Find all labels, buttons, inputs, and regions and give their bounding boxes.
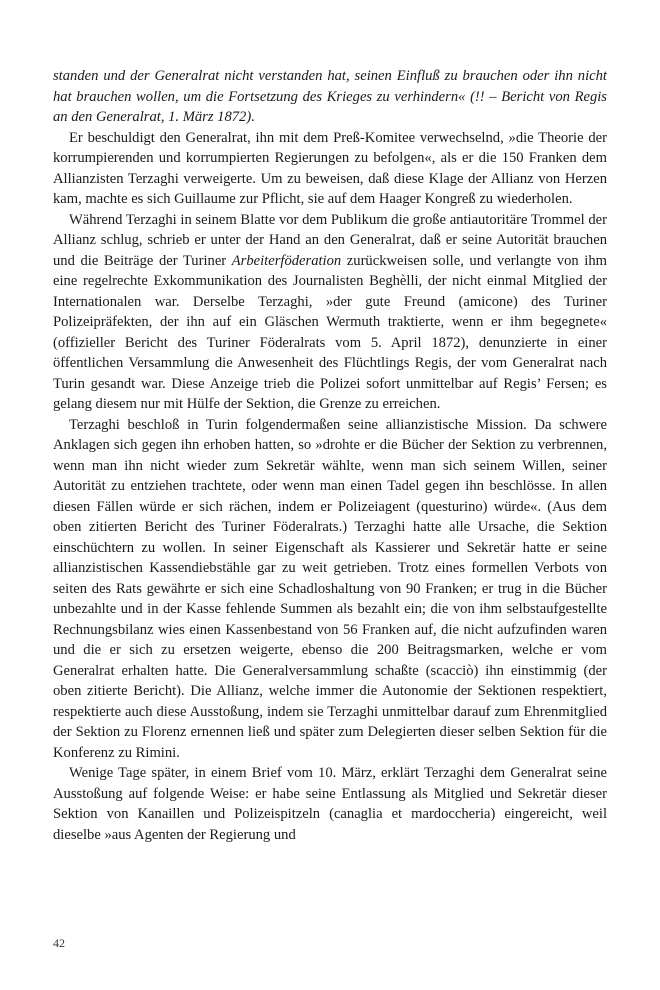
paragraph [53,210,607,415]
paragraph [53,415,607,764]
paragraph-text: standen und der Generalrat nicht verstanden hat, seinen Einfluß zu brauchen oder ihn nicht hat brauchen wollen, um die Fortsetzung des Krieges zu verhindern« (!! – Bericht von Regis an den Generalrat, 1. März 1872). [53,68,607,125]
page-number: 42 [53,936,65,950]
emphasized-term: Arbeiterföderation [231,252,342,269]
paragraph-text: Wenige Tage später, in einem Brief vom 10. März, erklärt Terzaghi dem Generalrat seine Ausstoßung auf folgende Weise: er habe seine Entlassung als Mitglied und Sekretär dieser Sektion von Kanaillen und Polizeispitzeln (canaglia et mardoccheria) eingereicht, weil dieselbe »aus Agenten der Regierung und [53,765,607,843]
paragraph [53,128,607,210]
paragraph-text: zurückweisen solle, und verlangte von ihm eine regelrechte Exkommunikation des Journalisten Beghèlli, der nicht einmal Mitglied der Internationalen war. Derselbe Terzaghi, »der gute Freund (amicone) des Turiner Polizeipräfekten, der ihn auf ein Gläschen Wermuth traktierte, wenn er ihm begegnete« (offizieller Bericht des Turiner Föderalrats vom 5. April 1872), denunzierte in einer öffentlichen Versammlung die Anwesenheit des Flüchtlings Regis, der vom Generalrat nach Turin gesandt war. Diese Anzeige trieb die Polizei sofort unmittelbar auf Regis’ Fersen; es gelang diesem nur mit Hülfe der Sektion, die Grenze zu erreichen. [53,252,607,412]
document-page [53,66,607,845]
paragraph [53,763,607,845]
paragraph-text: Er beschuldigt den Generalrat, ihn mit dem Preß-Komitee verwechselnd, »die Theorie der korrumpierenden und korrumpierten Regierungen zu befolgen«, als er die 150 Franken dem Allianzisten Terzaghi verweigerte. Um zu beweisen, daß diese Klage der Allianz von Herzen kam, machte es sich Guillaume zur Pflicht, sie auf dem Haager Kongreß zu wiederholen. [53,129,607,207]
paragraph [53,66,607,128]
paragraph-text: Terzaghi beschloß in Turin folgendermaßen seine allianzistische Mission. Da schwere Anklagen sich gegen ihn erhoben hatten, so »drohte er die Bücher der Sektion zu verbrennen, wenn man ihn nicht wieder zum Sekretär wählte, wenn man sich seinem Willen, seiner Autorität zu entziehen trachtete, oder wenn man einen Tadel gegen ihn beschlösse. In allen diesen Fällen würde er sich rächen, indem er Polizeiagent (questurino) würde«. (Aus dem oben zitierten Bericht des Turiner Föderalrats.) Terzaghi hatte alle Ursache, die Sektion einschüchtern zu wollen. In seiner Eigenschaft als Kassierer und Sekretär hatte er seine allianzistischen Kassendiebstähle gar zu weit getrieben. Trotz eines formellen Verbots von seiten des Rats gewährte er sich eine Schadloshaltung von 90 Franken; er trug in die Bücher unbezahlte und in der Kasse fehlende Summen als bezahlt ein; die von ihm selbstaufgestellte Rechnungsbilanz wies einen Kassenbestand von 56 Franken auf, die nicht aufzufinden waren und die er sich zu ersetzen weigerte, ebenso die 200 Beitragsmarken, welche er vom Generalrat erhalten hatte. Die Generalversammlung schaßte (scacciò) ihn einstimmig (der oben zitierte Bericht). Die Allianz, welche immer die Autonomie der Sektionen respektiert, respektierte auch diese Ausstoßung, indem sie Terzaghi unmittelbar darauf zum Ehrenmitglied der Sektion zu Florenz ernennen ließ und später zum Delegierten dieser selben Sektion für die Konferenz zu Rimini. [53,416,607,761]
paragraph-text: Während Terzaghi in seinem Blatte vor dem Publikum die große antiautoritäre Trommel der Allianz schlug, schrieb er unter der Hand an den Generalrat, daß er seine Autorität brauchen und die Beiträge der Turiner [53,211,607,269]
